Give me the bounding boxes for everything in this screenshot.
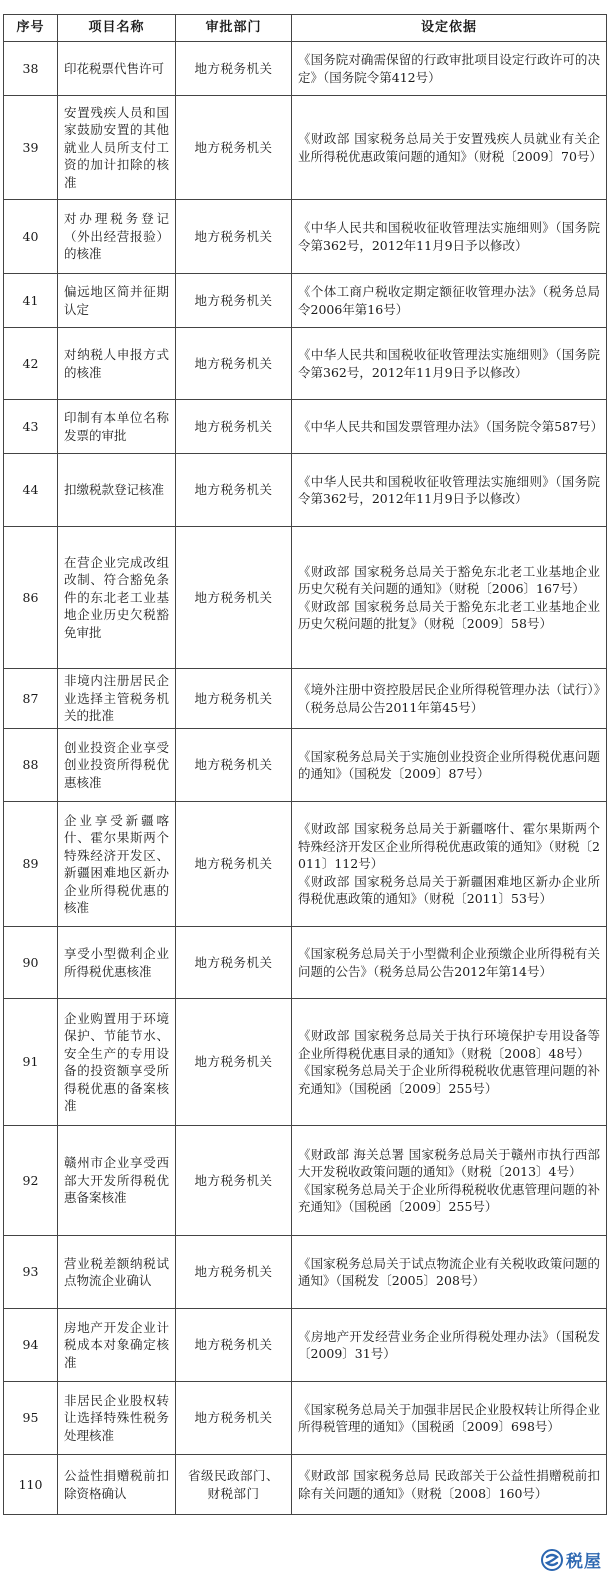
item-number: 92 [4,1126,58,1236]
legal-basis-document: 《财政部 国家税务总局关于新疆困难地区新办企业所得税优惠政策的通知》（财税〔2011〕53号） [298,873,600,907]
item-number: 94 [4,1309,58,1382]
legal-basis-document: 《国家税务总局关于加强非居民企业股权转让所得企业所得税管理的通知》（国税函〔2009〕698号） [298,1401,600,1434]
item-number: 89 [4,802,58,927]
legal-basis [292,1309,607,1382]
legal-basis [292,454,607,527]
approval-department: 地方税务机关 [176,1309,292,1382]
item-number: 86 [4,527,58,669]
table-row [4,802,607,927]
table-row [4,1309,607,1382]
approval-department: 地方税务机关 [176,1236,292,1309]
legal-basis-document: 《财政部 国家税务总局关于新疆喀什、霍尔果斯两个特殊经济开发区企业所得税优惠政策的通知》（财税〔2011〕112号） [298,821,600,872]
item-name: 印制有本单位名称发票的审批 [58,400,176,454]
header-basis: 设定依据 [292,15,607,42]
table-row [4,999,607,1126]
legal-basis-document: 《财政部 海关总署 国家税务总局关于赣州市执行西部大开发税收政策问题的通知》（财税〔2013〕4号） [298,1146,600,1179]
legal-basis [292,1126,607,1236]
item-name: 公益性捐赠税前扣除资格确认 [58,1455,176,1515]
approval-department: 地方税务机关 [176,200,292,274]
approval-department: 地方税务机关 [176,42,292,96]
item-number: 38 [4,42,58,96]
header-no: 序号 [4,15,58,42]
item-name: 营业税差额纳税试点物流企业确认 [58,1236,176,1309]
legal-basis-document: 《个体工商户税收定期定额征收管理办法》（税务总局令2006年第16号） [298,284,600,317]
approval-department: 地方税务机关 [176,400,292,454]
legal-basis [292,669,607,729]
table-row [4,729,607,802]
approval-department: 地方税务机关 [176,328,292,400]
table-row [4,96,607,200]
table-row [4,274,607,328]
item-name: 安置残疾人员和国家鼓励安置的其他就业人员所支付工资的加计扣除的核准 [58,96,176,200]
approval-department: 地方税务机关 [176,802,292,927]
item-name: 非境内注册居民企业选择主管税务机关的批准 [58,669,176,729]
item-name: 对纳税人申报方式的核准 [58,328,176,400]
legal-basis-document: 《财政部 国家税务总局关于执行环境保护专用设备等企业所得税优惠目录的通知》（财税〔2008〕48号） [298,1028,600,1061]
item-name: 企业购置用于环境保护、节能节水、安全生产的专用设备的投资额享受所得税优惠的备案核准 [58,999,176,1126]
approval-department: 地方税务机关 [176,454,292,527]
table-row [4,400,607,454]
approval-department: 地方税务机关 [176,1126,292,1236]
approval-department: 地方税务机关 [176,729,292,802]
item-number: 87 [4,669,58,729]
legal-basis-document: 《财政部 国家税务总局关于豁免东北老工业基地企业历史欠税问题的批复》（财税〔2009〕58号） [298,598,600,631]
item-name: 在营企业完成改组改制、符合豁免条件的东北老工业基地企业历史欠税豁免审批 [58,527,176,669]
item-name: 享受小型微利企业所得税优惠核准 [58,927,176,999]
legal-basis [292,1455,607,1515]
item-name: 非居民企业股权转让选择特殊性税务处理核准 [58,1382,176,1455]
item-name: 扣缴税款登记核准 [58,454,176,527]
approval-department: 省级民政部门、财税部门 [176,1455,292,1515]
shuiwu-logo-icon [541,1549,563,1571]
legal-basis [292,200,607,274]
item-number: 43 [4,400,58,454]
item-number: 88 [4,729,58,802]
legal-basis-document: 《财政部 国家税务总局 民政部关于公益性捐赠税前扣除有关问题的通知》（财税〔2008〕160号） [298,1468,600,1501]
table-row [4,1236,607,1309]
legal-basis-document: 《境外注册中资控股居民企业所得税管理办法（试行）》（税务总局公告2011年第45号） [298,682,600,715]
item-number: 40 [4,200,58,274]
legal-basis-document: 《国家税务总局关于企业所得税税收优惠管理问题的补充通知》（国税函〔2009〕255号） [298,1181,600,1214]
legal-basis [292,274,607,328]
item-number: 41 [4,274,58,328]
legal-basis [292,1382,607,1455]
table-body [4,42,607,1515]
legal-basis [292,729,607,802]
legal-basis [292,328,607,400]
item-number: 93 [4,1236,58,1309]
header-dept: 审批部门 [176,15,292,42]
approval-department: 地方税务机关 [176,96,292,200]
item-number: 110 [4,1455,58,1515]
header-name: 项目名称 [58,15,176,42]
item-number: 91 [4,999,58,1126]
approval-department: 地方税务机关 [176,927,292,999]
approval-department: 地方税务机关 [176,999,292,1126]
legal-basis [292,96,607,200]
legal-basis-document: 《国家税务总局关于实施创业投资企业所得税优惠问题的通知》（国税发〔2009〕87号） [298,748,600,781]
table-row [4,927,607,999]
table-row [4,527,607,669]
watermark-text: 税屋 [566,1552,602,1572]
legal-basis-document: 《房地产开发经营业务企业所得税处理办法》（国税发〔2009〕31号） [298,1328,600,1361]
legal-basis-document: 《国务院对确需保留的行政审批项目设定行政许可的决定》（国务院令第412号） [298,52,600,85]
legal-basis-document: 《国家税务总局关于小型微利企业预缴企业所得税有关问题的公告》（税务总局公告2012年第14号） [298,946,600,979]
table-header-row [4,15,607,42]
legal-basis-document: 《国家税务总局关于试点物流企业有关税收政策问题的通知》（国税发〔2005〕208号） [298,1255,600,1288]
item-number: 95 [4,1382,58,1455]
table-row [4,42,607,96]
item-name: 企业享受新疆喀什、霍尔果斯两个特殊经济开发区、新疆困难地区新办企业所得税优惠的核准 [58,802,176,927]
table-row [4,200,607,274]
table-row [4,1455,607,1515]
table-row [4,669,607,729]
table-row [4,328,607,400]
approval-department: 地方税务机关 [176,527,292,669]
legal-basis-document: 《财政部 国家税务总局关于豁免东北老工业基地企业历史欠税有关问题的通知》（财税〔2006〕167号） [298,563,600,596]
item-name: 创业投资企业享受创业投资所得税优惠核准 [58,729,176,802]
table-row [4,1126,607,1236]
item-name: 赣州市企业享受西部大开发所得税优惠备案核准 [58,1126,176,1236]
item-number: 44 [4,454,58,527]
legal-basis [292,42,607,96]
table-row [4,454,607,527]
legal-basis [292,927,607,999]
legal-basis-document: 《中华人民共和国发票管理办法》（国务院令第587号） [298,418,604,434]
legal-basis-document: 《财政部 国家税务总局关于安置残疾人员就业有关企业所得税优惠政策问题的通知》（财税〔2009〕70号） [298,131,602,164]
legal-basis [292,1236,607,1309]
approval-department: 地方税务机关 [176,274,292,328]
watermark [541,1547,602,1572]
item-name: 房地产开发企业计税成本对象确定核准 [58,1309,176,1382]
legal-basis-document: 《中华人民共和国税收征收管理法实施细则》（国务院令第362号，2012年11月9日予以修改） [298,473,600,506]
item-number: 39 [4,96,58,200]
item-number: 42 [4,328,58,400]
legal-basis-document: 《国家税务总局关于企业所得税税收优惠管理问题的补充通知》（国税函〔2009〕255号） [298,1063,600,1096]
legal-basis [292,527,607,669]
item-name: 印花税票代售许可 [58,42,176,96]
approval-department: 地方税务机关 [176,1382,292,1455]
table-row [4,1382,607,1455]
legal-basis [292,400,607,454]
item-name: 偏远地区简并征期认定 [58,274,176,328]
item-number: 90 [4,927,58,999]
approval-department: 地方税务机关 [176,669,292,729]
legal-basis-document: 《中华人民共和国税收征收管理法实施细则》（国务院令第362号，2012年11月9日予以修改） [298,347,600,380]
approval-items-table [3,14,607,1515]
legal-basis [292,999,607,1126]
legal-basis [292,802,607,927]
item-name: 对办理税务登记（外出经营报验）的核准 [58,200,176,274]
legal-basis-document: 《中华人民共和国税收征收管理法实施细则》（国务院令第362号，2012年11月9日予以修改） [298,220,600,253]
